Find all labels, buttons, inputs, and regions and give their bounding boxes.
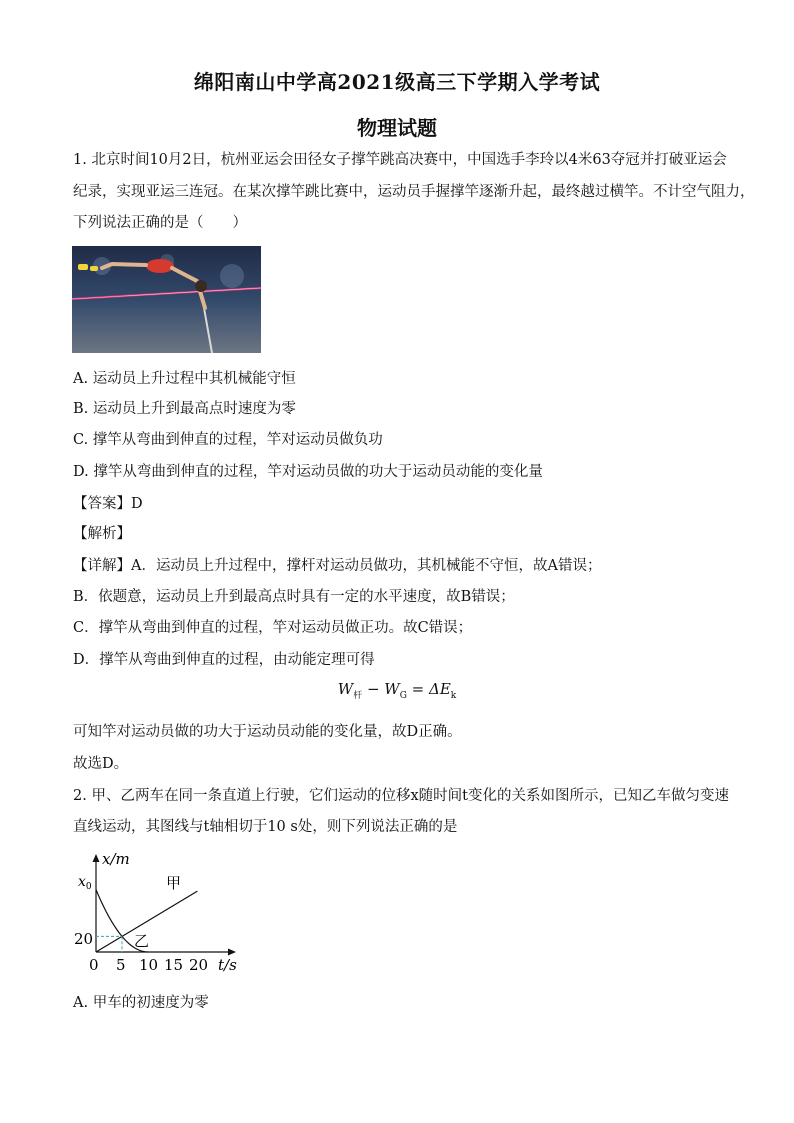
q1-answer: 【答案】D	[73, 496, 143, 512]
formula-w2: W	[384, 680, 400, 698]
q1-stem-line3: 下列说法正确的是（ ）	[73, 215, 247, 231]
q1-choice: 故选D。	[73, 756, 129, 772]
q1-option-a: A. 运动员上升过程中其机械能守恒	[73, 371, 296, 387]
formula-sub-g: G	[399, 691, 407, 701]
work-energy-formula	[0, 680, 794, 701]
q1-stem-line1: 1. 北京时间10月2日，杭州亚运会田径女子撑竿跳高决赛中，中国选手李玲以4米63夺冠并打破亚运会	[73, 152, 727, 168]
formula-sub-k: k	[450, 691, 457, 701]
y-axis-label: x/m	[102, 850, 130, 868]
q1-detail-d: D．撑竿从弯曲到伸直的过程，由动能定理可得	[73, 652, 375, 668]
q1-stem-line2: 纪录，实现亚运三连冠。在某次撑竿跳比赛中，运动员手握撑竿逐渐升起，最终越过横竿。不计空气阻力，	[73, 184, 755, 200]
series-yi-label: 乙	[134, 932, 150, 950]
y-tick-x0-sub: 0	[85, 882, 92, 892]
q1-analysis-label: 【解析】	[73, 526, 131, 542]
x-tick-15: 15	[164, 956, 184, 974]
q1-conclusion: 可知竿对运动员做的功大于运动员动能的变化量，故D正确。	[73, 724, 462, 740]
x-tick-10: 10	[139, 956, 159, 974]
q1-option-c: C. 撑竿从弯曲到伸直的过程，竿对运动员做负功	[73, 432, 383, 448]
y-axis-arrow	[93, 854, 100, 862]
pole-vault-illustration	[72, 246, 261, 353]
x-tick-20: 20	[189, 956, 209, 974]
x-axis-arrow	[228, 949, 236, 956]
q2-stem-line1: 2. 甲、乙两车在同一条直道上行驶，它们运动的位移x随时间t变化的关系如图所示，已知乙车做匀变速	[73, 788, 729, 804]
page-subtitle: 物理试题	[357, 116, 437, 140]
q2-stem-line2: 直线运动，其图线与t轴相切于10 s处，则下列说法正确的是	[73, 819, 458, 835]
formula-minus: −	[362, 680, 385, 698]
q2-option-a: A. 甲车的初速度为零	[73, 995, 209, 1011]
y-tick-20: 20	[74, 930, 94, 948]
x-tick-5: 5	[116, 956, 126, 974]
page-title: 绵阳南山中学高2021级高三下学期入学考试	[193, 70, 601, 94]
formula-sub-rod: 杆	[353, 691, 363, 701]
q1-option-b: B. 运动员上升到最高点时速度为零	[73, 401, 296, 417]
pole-vault-photo	[72, 246, 261, 353]
q1-detail-a: 【详解】A．运动员上升过程中，撑杆对运动员做功，其机械能不守恒，故A错误；	[73, 558, 602, 574]
q1-detail-b: B．依题意，运动员上升到最高点时具有一定的水平速度，故B错误；	[73, 589, 515, 605]
y-tick-x0: $x_0$	[78, 874, 92, 892]
xt-graph	[70, 848, 250, 978]
x-tick-0: 0	[89, 956, 99, 974]
formula-eq: = ΔE	[406, 680, 451, 698]
series-jia-label: 甲	[166, 874, 182, 892]
q1-detail-c: C．撑竿从弯曲到伸直的过程，竿对运动员做正功。故C错误；	[73, 620, 473, 636]
formula-w1: W	[337, 680, 354, 698]
q1-option-d: D. 撑竿从弯曲到伸直的过程，竿对运动员做的功大于运动员动能的变化量	[73, 464, 543, 480]
x-axis-label: t/s	[218, 956, 237, 974]
